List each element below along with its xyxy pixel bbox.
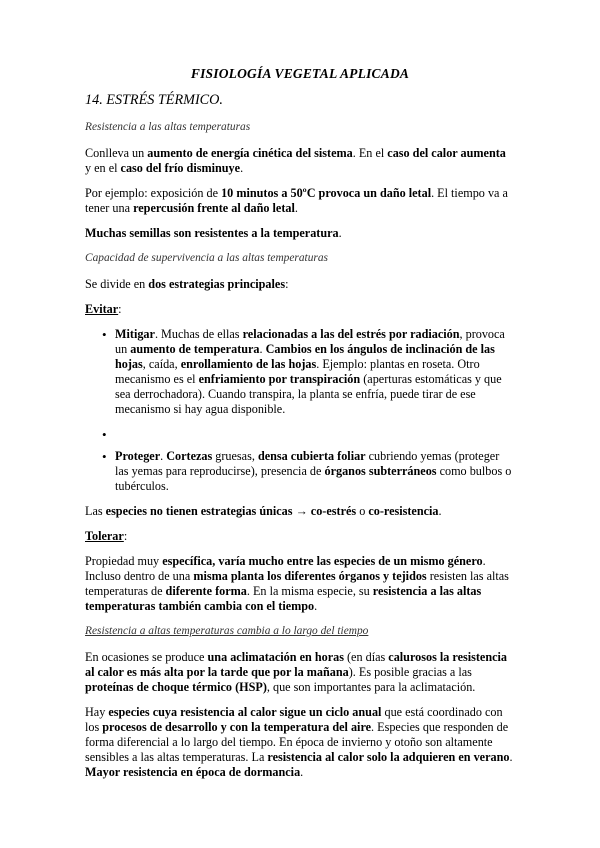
subheading-cambia-tiempo: Resistencia a altas temperaturas cambia a lo largo del tiempo <box>85 625 369 637</box>
paragraph-ciclo-anual: Hay especies cuya resistencia al calor sigue un ciclo anual que está coordinado con los procesos de desarrollo y con la temperatura del aire. Especies que responden de forma diferencial a lo largo del tiempo. En época de invierno y otoño son altamente sensibles a las altas temperaturas. La resistencia al calor solo la adquieren en verano. Mayor resistencia en época de dormancia. <box>85 705 513 779</box>
subheading-capacidad: Capacidad de supervivencia a las altas temperaturas <box>85 252 328 264</box>
paragraph-aclimatacion: En ocasiones se produce una aclimatación en horas (en días calurosos la resistencia al calor es más alta por la tarde que por la mañana). Es posible gracias a las proteínas de choque térmico (HSP), que son importantes para la aclimatación. <box>85 650 508 694</box>
document-title: FISIOLOGÍA VEGETAL APLICADA <box>190 66 410 81</box>
paragraph-propiedad: Propiedad muy específica, varía mucho entre las especies de un mismo género. Incluso dentro de una misma planta los diferentes órganos y tejidos resisten las altas temperaturas de diferente forma. En la misma especie, su resistencia a las altas temperaturas también cambia con el tiempo. <box>85 554 509 613</box>
list-spacer <box>115 427 515 439</box>
subheading-resistencia: Resistencia a las altas temperaturas <box>85 121 251 133</box>
document-page <box>85 66 515 790</box>
section-heading: 14. ESTRÉS TÉRMICO. <box>85 92 223 108</box>
paragraph-co-resistencia: Las especies no tienen estrategias únicas → co-estrés o co-resistencia. <box>85 504 442 518</box>
list-item-mitigar: • Mitigar. Muchas de ellas relacionadas a las del estrés por radiación, provoca un aumento de temperatura. Cambios en los ángulos de inclinación de las hojas, caída, enrollamiento de las hojas. Ejemplo: plantas en roseta. Otro mecanismo es el enfriamiento por transpiración (aperturas estomáticas y que sea derrochadora). Cuando transpira, la planta se enfría, puede tirar de ese mecanismo si hay agua disponible. <box>115 327 515 417</box>
paragraph-conlleva: Conlleva un aumento de energía cinética del sistema. En el caso del calor aumenta y en el caso del frío disminuye. <box>85 146 506 175</box>
label-evitar: Evitar: <box>85 302 122 316</box>
paragraph-semillas: Muchas semillas son resistentes a la temperatura. <box>85 226 342 240</box>
paragraph-divide: Se divide en dos estrategias principales: <box>85 277 289 291</box>
paragraph-ejemplo: Por ejemplo: exposición de 10 minutos a 50ºC provoca un daño letal. El tiempo va a tener una repercusión frente al daño letal. <box>85 186 508 215</box>
label-tolerar: Tolerar: <box>85 529 128 543</box>
strategy-list <box>85 327 515 494</box>
list-item-proteger: • Proteger. Cortezas gruesas, densa cubierta foliar cubriendo yemas (proteger las yemas para reproducirse), presencia de órganos subterráneos como bulbos o tubérculos. <box>115 449 515 494</box>
